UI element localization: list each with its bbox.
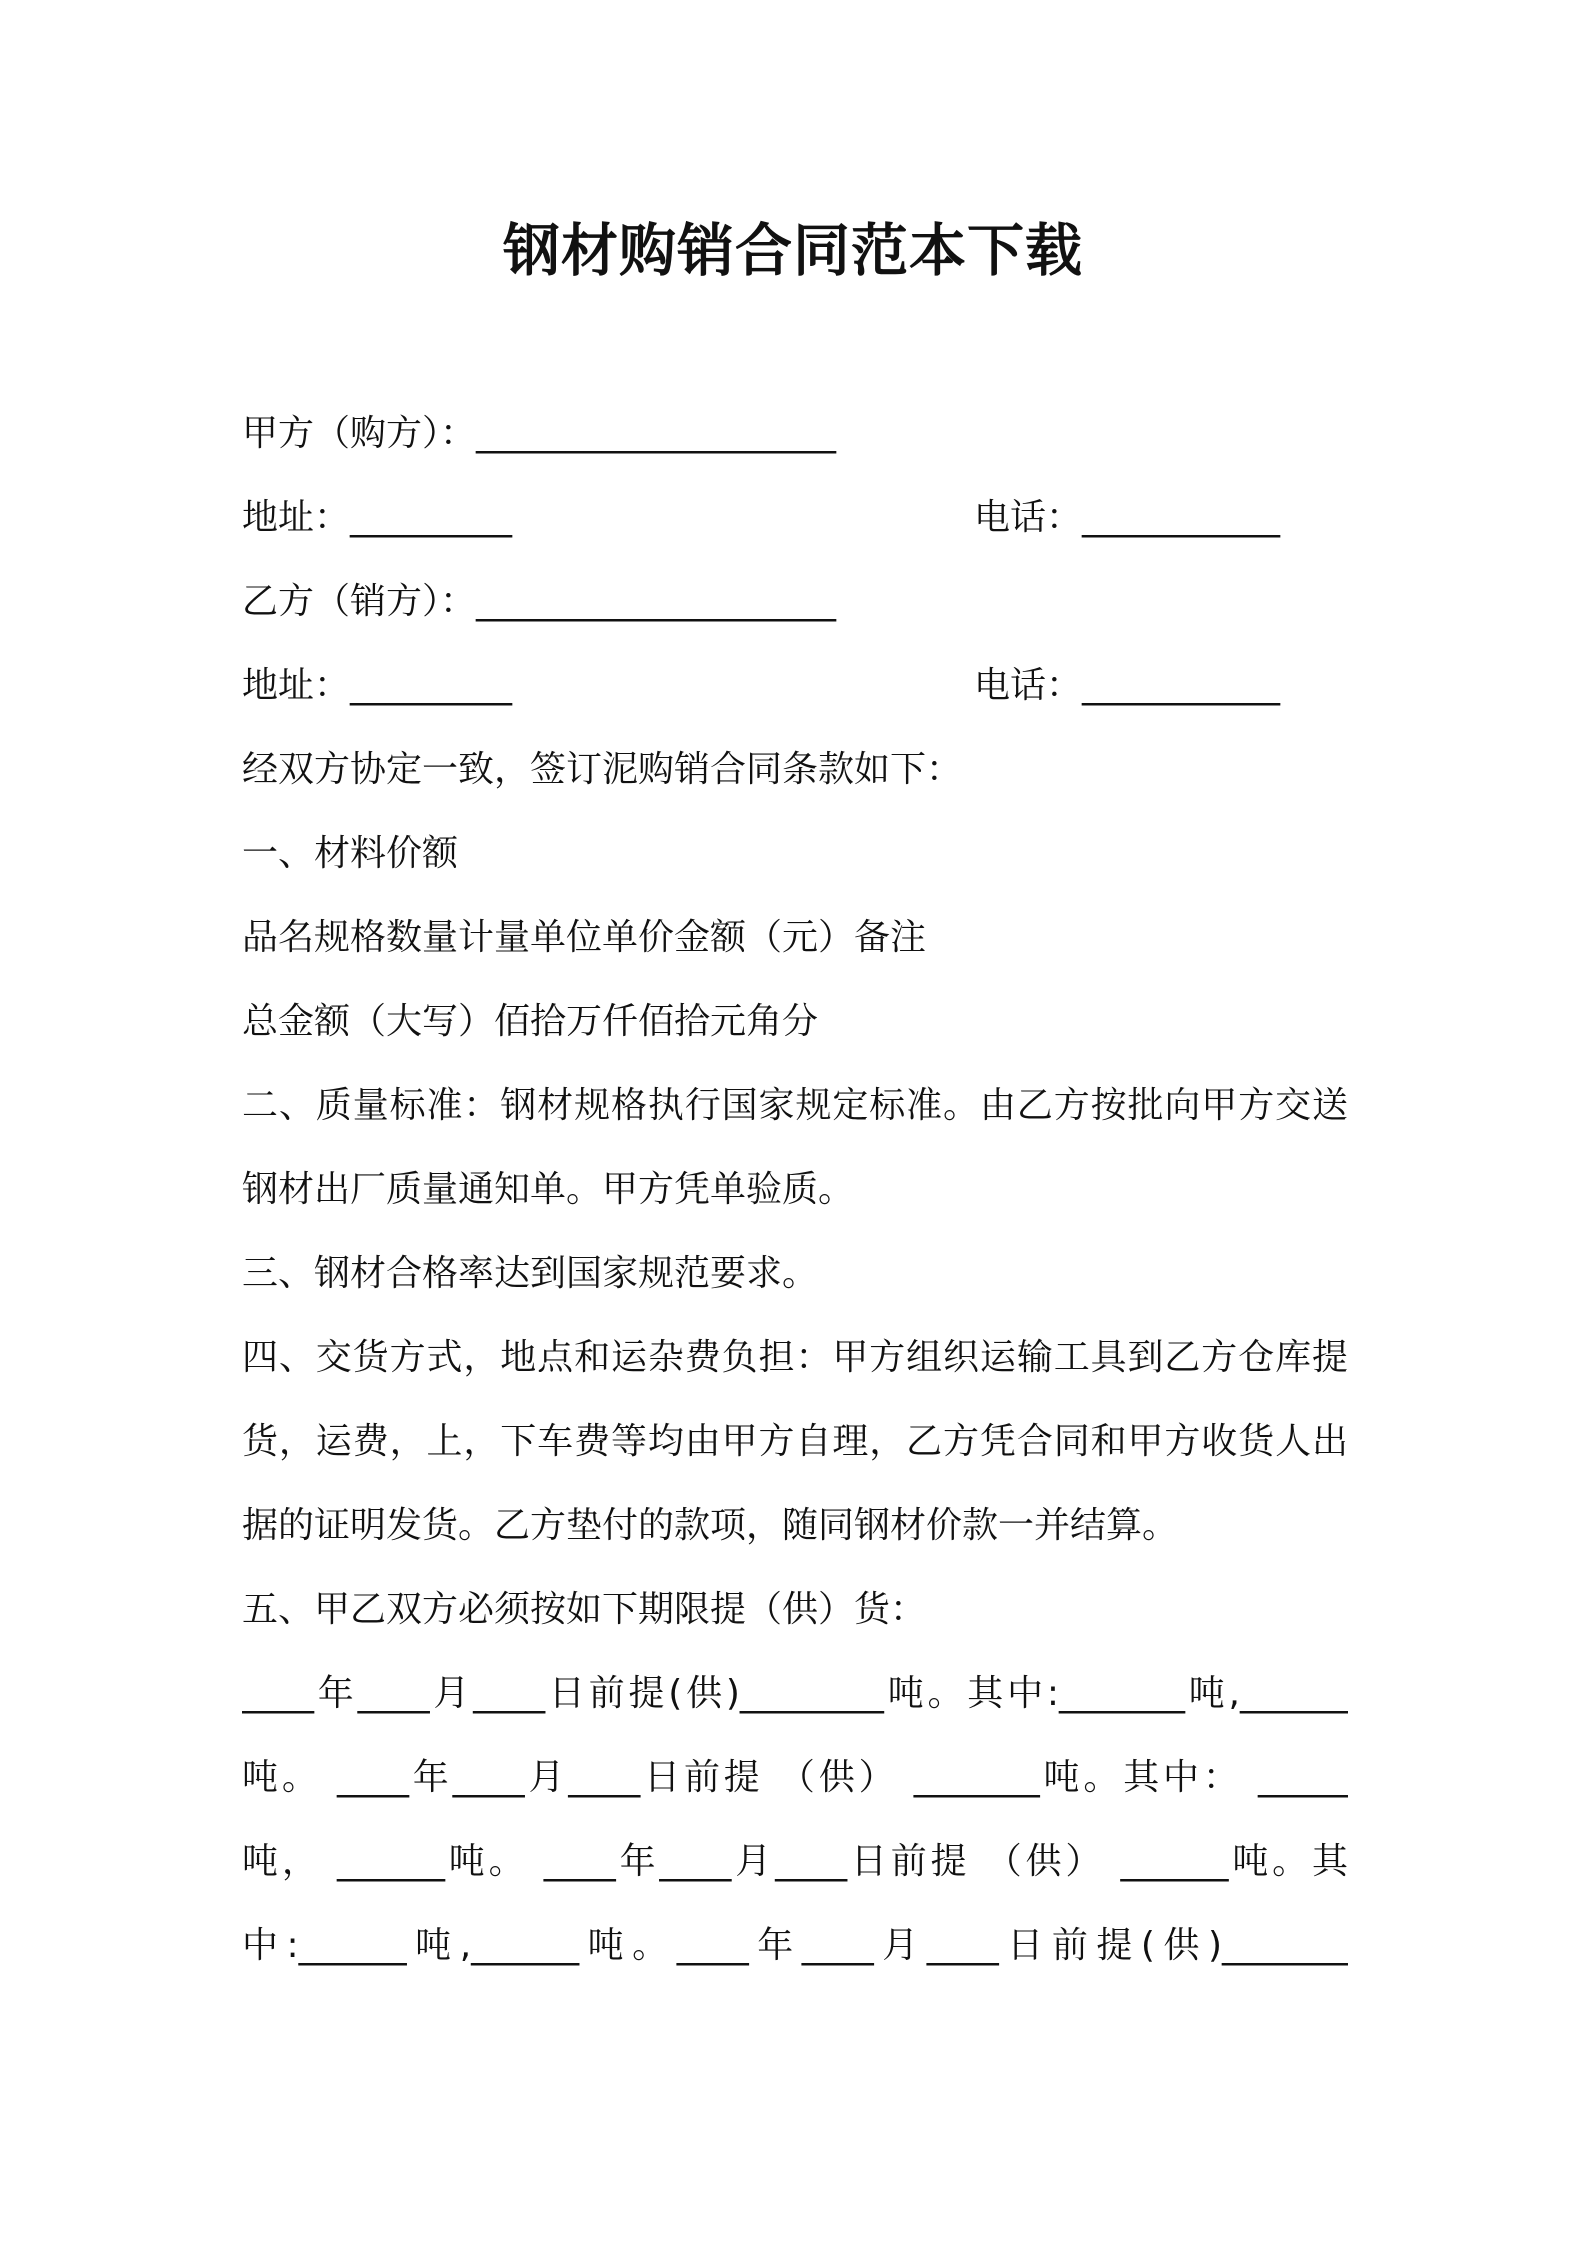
section5-line2: 吨。 ____年____月____日前提 （供） _______吨。其中： _____ [242,1757,1348,1798]
document-title: 钢材购销合同范本下载 [503,218,1083,284]
party-a-phone: 电话：___________ [974,497,1281,538]
party-a-address: 地址：_________ [242,497,513,538]
party-b-address: 地址：_________ [242,665,513,706]
section4-line3: 据的证明发货。乙方垫付的款项，随同钢材价款一并结算。 [242,1505,1179,1546]
section5-line4: 中:______吨,______吨。____年____月____日前提(供)_______ [242,1925,1348,1966]
section1-total: 总金额（大写）佰拾万仟佰拾元角分 [242,1001,819,1042]
section2-line1: 二、质量标准：钢材规格执行国家规定标准。由乙方按批向甲方交送 [242,1085,1348,1126]
party-b-label: 乙方（销方）：____________________ [242,581,837,622]
section5-line1: ____年____月____日前提(供)________吨。其中:_______吨,______ [242,1673,1348,1714]
section1-heading: 一、材料价额 [242,833,459,874]
section1-columns: 品名规格数量计量单位单价金额（元）备注 [242,917,927,958]
section3-line1: 三、钢材合格率达到国家规范要求。 [242,1253,819,1294]
section2-line2: 钢材出厂质量通知单。甲方凭单验质。 [242,1169,855,1210]
section4-line2: 货，运费，上，下车费等均由甲方自理，乙方凭合同和甲方收货人出 [242,1421,1348,1462]
section5-heading: 五、甲乙双方必须按如下期限提（供）货： [242,1589,927,1630]
party-b-phone: 电话：___________ [974,665,1281,706]
section4-line1: 四、交货方式，地点和运杂费负担：甲方组织运输工具到乙方仓库提 [242,1337,1348,1378]
party-a-label: 甲方（购方）：____________________ [242,413,837,454]
section5-line3: 吨， ______吨。 ____年____月____日前提 （供） ______吨。其 [242,1841,1348,1882]
intro-text: 经双方协定一致，签订泥购销合同条款如下： [242,749,963,790]
